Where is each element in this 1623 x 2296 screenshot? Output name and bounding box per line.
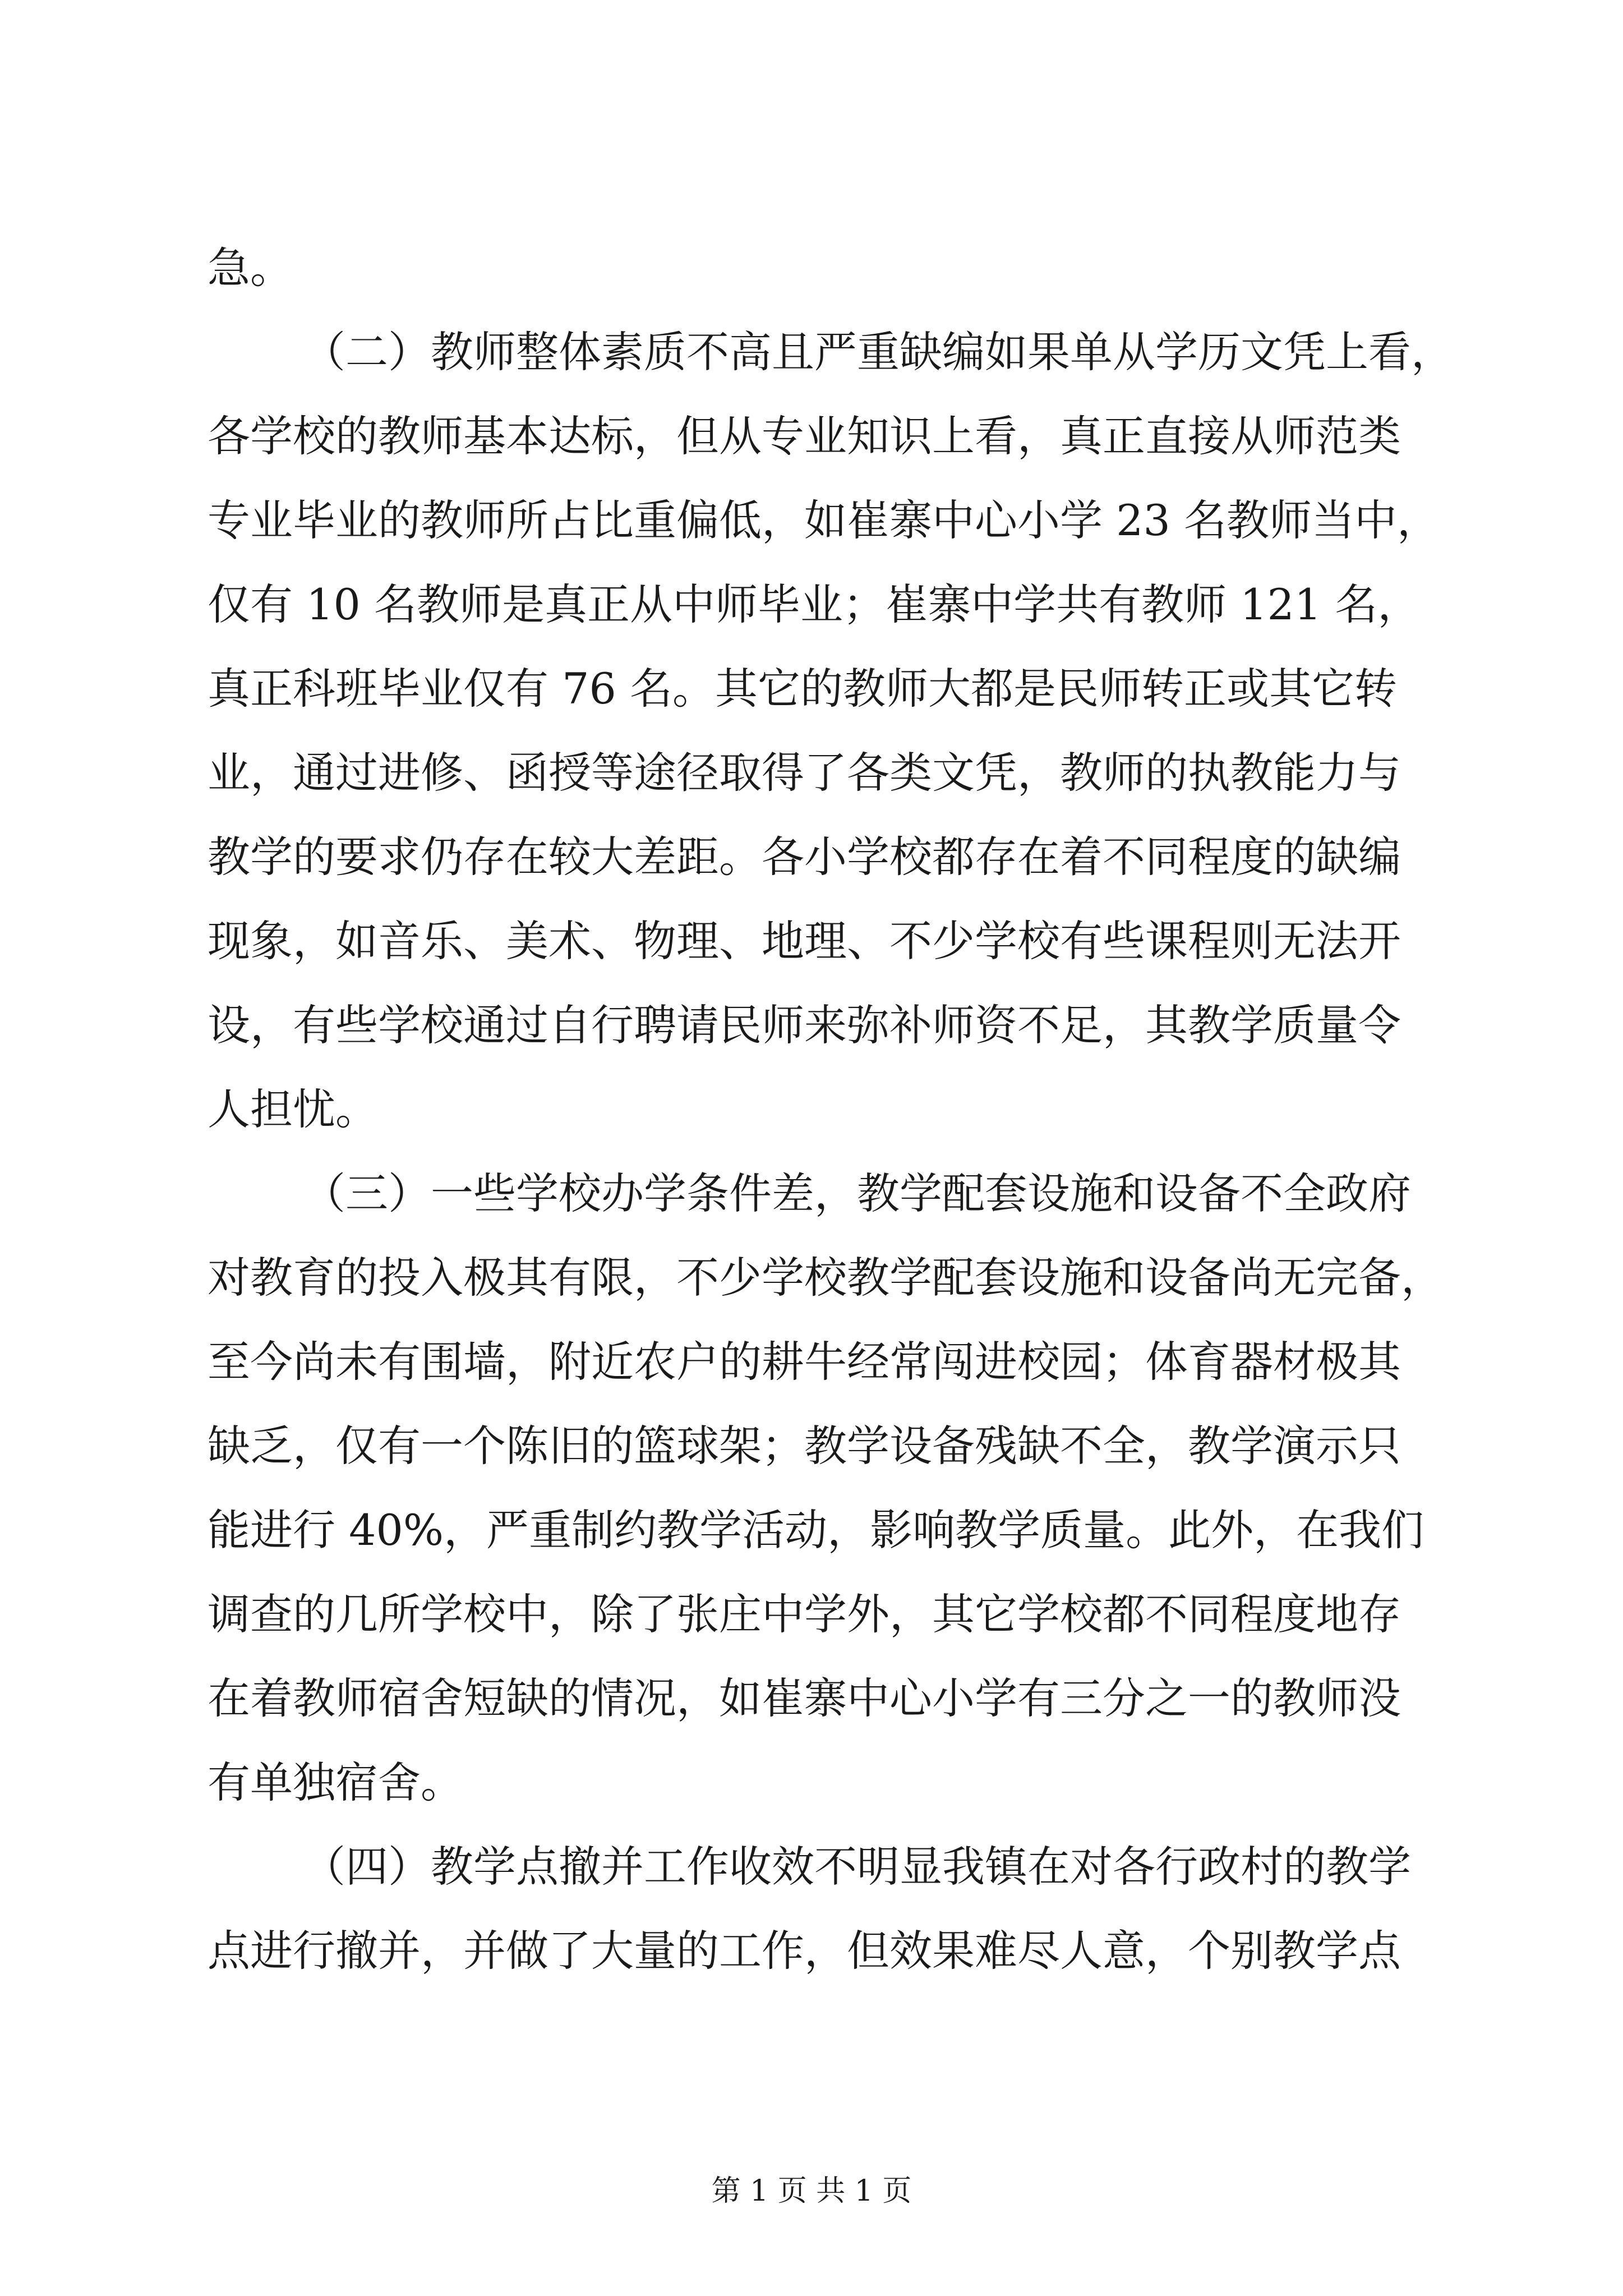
text-line: 能进行 40%，严重制约教学活动，影响教学质量。此外，在我们 (208, 1505, 1424, 1555)
text-line: 急。 (208, 243, 293, 293)
text-line: 至今尚未有围墙，附近农户的耕牛经常闯进校园；体育器材极其 (208, 1337, 1401, 1387)
text-line: 对教育的投入极其有限，不少学校教学配套设施和设备尚无完备， (208, 1253, 1444, 1303)
text-line: 各学校的教师基本达标，但从专业知识上看，真正直接从师范类 (208, 411, 1401, 461)
text-line: （四）教学点撤并工作收效不明显我镇在对各行政村的教学 (303, 1842, 1411, 1892)
text-line: 缺乏，仅有一个陈旧的篮球架；教学设备残缺不全，教学演示只 (208, 1421, 1401, 1471)
text-line: 调查的几所学校中，除了张庄中学外，其它学校都不同程度地存 (208, 1589, 1401, 1639)
text-line: 真正科班毕业仅有 76 名。其它的教师大都是民师转正或其它转 (208, 664, 1398, 714)
text-line: 专业毕业的教师所占比重偏低，如崔寨中心小学 23 名教师当中， (208, 495, 1440, 545)
text-line: 人担忧。 (208, 1084, 378, 1134)
text-line: （三）一些学校办学条件差，教学配套设施和设备不全政府 (303, 1168, 1411, 1218)
page-number-footer: 第 1 页 共 1 页 (711, 2174, 912, 2208)
text-line: 设，有些学校通过自行聘请民师来弥补师资不足，其教学质量令 (208, 1000, 1401, 1050)
text-line: 现象，如音乐、美术、物理、地理、不少学校有些课程则无法开 (208, 916, 1401, 966)
text-line: 点进行撤并，并做了大量的工作，但效果难尽人意，个别教学点 (208, 1926, 1401, 1976)
text-line: 仅有 10 名教师是真正从中师毕业；崔寨中学共有教师 121 名， (208, 579, 1421, 629)
text-line: 教学的要求仍存在较大差距。各小学校都存在着不同程度的缺编 (208, 832, 1401, 882)
text-line: 有单独宿舍。 (208, 1757, 463, 1807)
text-line: 业，通过进修、函授等途径取得了各类文凭，教师的执教能力与 (208, 748, 1401, 798)
text-line: （二）教师整体素质不高且严重缺编如果单从学历文凭上看， (303, 327, 1454, 377)
text-line: 在着教师宿舍短缺的情况，如崔寨中心小学有三分之一的教师没 (208, 1673, 1401, 1723)
